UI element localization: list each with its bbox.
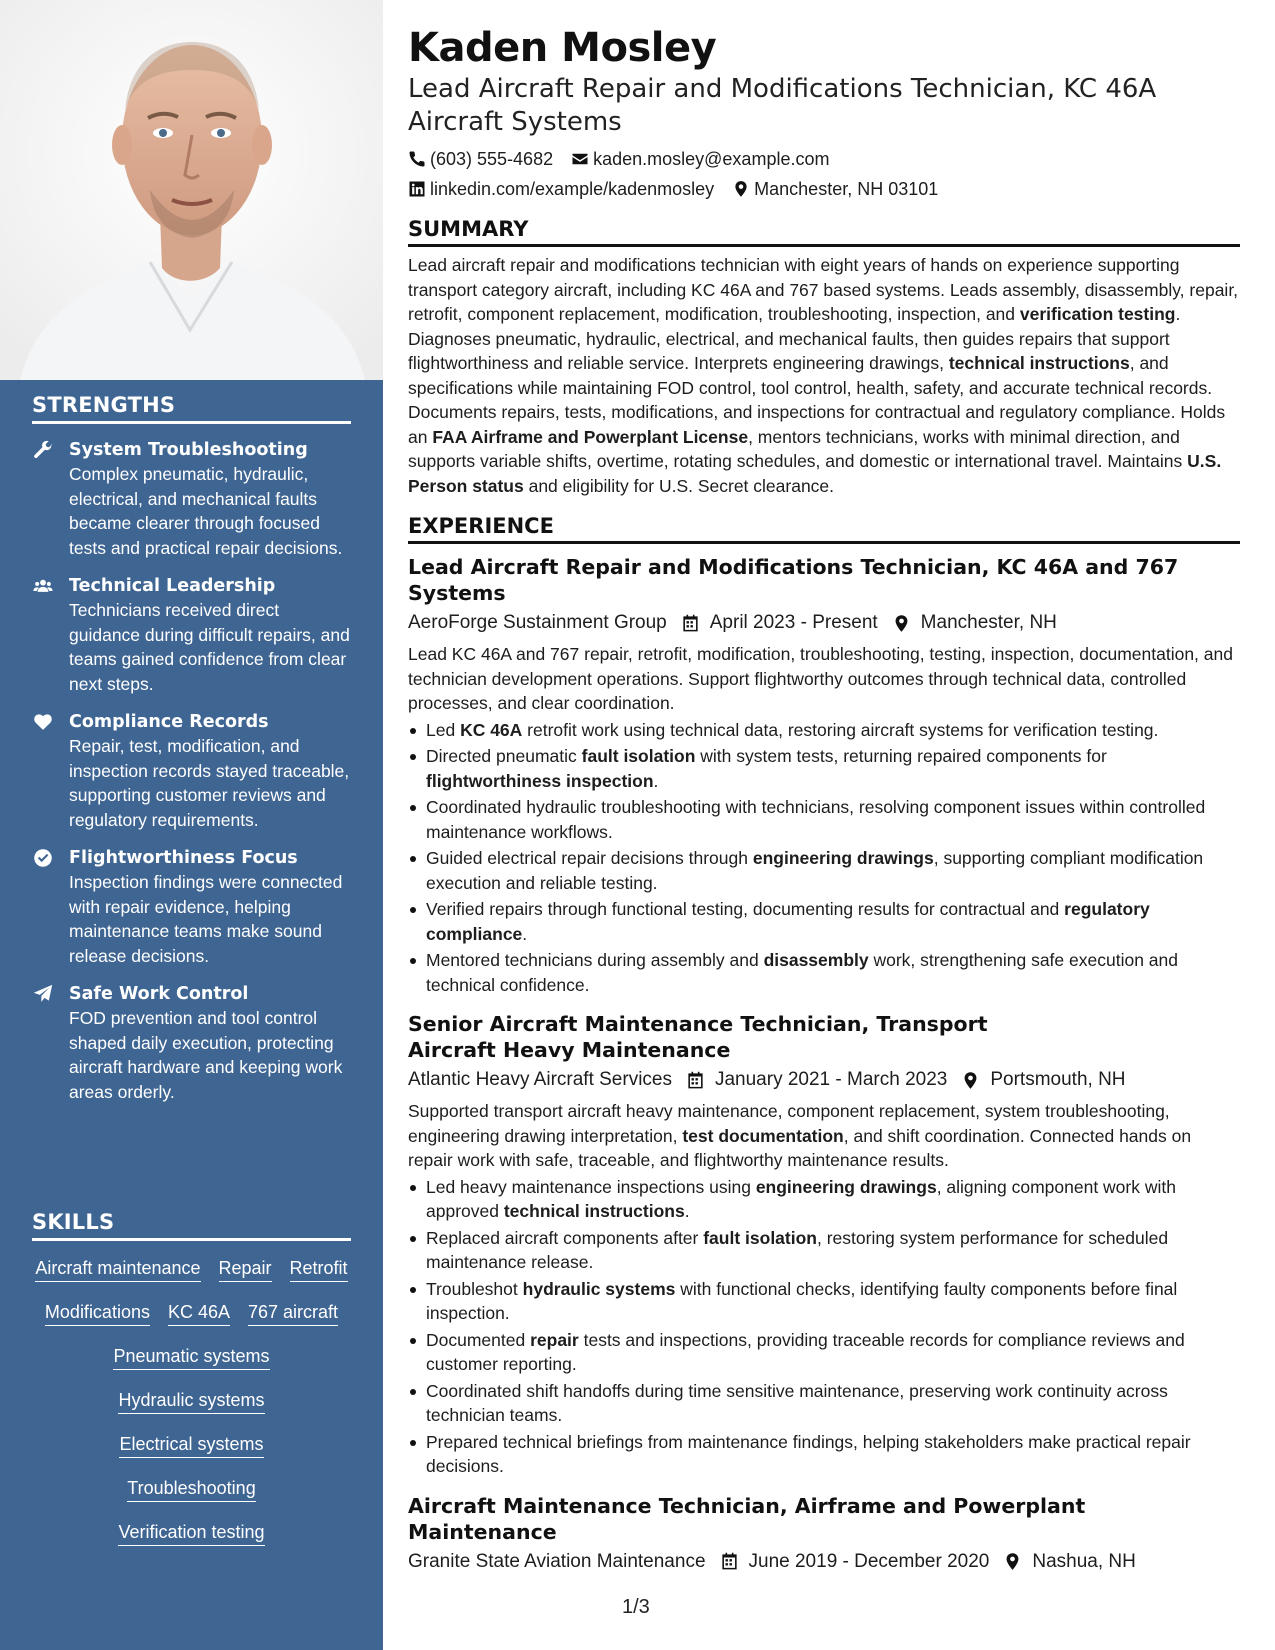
skill-tag: Modifications xyxy=(45,1301,150,1326)
job-entry xyxy=(408,554,1240,997)
skill-tag: Repair xyxy=(219,1257,272,1282)
skill-tag: Retrofit xyxy=(290,1257,348,1282)
bullet-item: Directed pneumatic fault isolation with system tests, returning repaired components for flightworthiness inspection. xyxy=(408,744,1240,793)
strength-title: Safe Work Control xyxy=(69,984,249,1004)
job-title: Senior Aircraft Maintenance Technician, Transport Aircraft Heavy Maintenance xyxy=(408,1012,988,1062)
skill-tag: Verification testing xyxy=(118,1521,264,1546)
wrench-icon xyxy=(33,438,55,560)
skills-heading: SKILLS xyxy=(32,1210,351,1241)
strength-desc: Technicians received direct guidance during difficult repairs, and teams gained confidence from clear next steps. xyxy=(69,600,350,694)
calendar-icon xyxy=(686,1071,705,1090)
strength-title: System Troubleshooting xyxy=(69,440,308,460)
bullet-item: Verified repairs through functional testing, documenting results for contractual and regulatory compliance. xyxy=(408,897,1240,946)
skill-tag: Electrical systems xyxy=(119,1433,263,1458)
job-entry xyxy=(408,1011,1240,1479)
job-dates: June 2019 - December 2020 xyxy=(748,1550,990,1572)
job-company: Atlantic Heavy Aircraft Services xyxy=(408,1069,672,1090)
location-contact xyxy=(732,177,938,201)
email-text: kaden.mosley@example.com xyxy=(593,149,830,169)
skill-tag: 767 aircraft xyxy=(248,1301,338,1326)
bullet-item: Prepared technical briefings from maintenance findings, helping stakeholders make practical repair decisions. xyxy=(408,1430,1240,1479)
linkedin-contact[interactable] xyxy=(408,177,714,201)
job-dates: January 2021 - March 2023 xyxy=(714,1069,948,1090)
skill-tag: KC 46A xyxy=(168,1301,230,1326)
phone-icon xyxy=(408,150,426,168)
main-content xyxy=(408,22,1240,1575)
email-contact[interactable] xyxy=(571,147,829,171)
calendar-icon xyxy=(681,614,700,633)
skill-tag: Aircraft maintenance xyxy=(35,1257,200,1282)
strength-item xyxy=(32,846,351,968)
strength-title: Compliance Records xyxy=(69,712,269,732)
envelope-icon xyxy=(571,150,589,168)
contact-row xyxy=(408,147,1240,171)
job-meta xyxy=(408,1067,1240,1093)
job-bullets xyxy=(408,1175,1240,1479)
strength-item xyxy=(32,438,351,560)
job-title: Aircraft Maintenance Technician, Airframe and Powerplant Maintenance xyxy=(408,1493,1086,1544)
bullet-item: Mentored technicians during assembly and disassembly work, strengthening safe execution and technical confidence. xyxy=(408,948,1240,997)
strength-item xyxy=(32,710,351,832)
map-pin-icon xyxy=(1003,1552,1022,1571)
linkedin-icon xyxy=(408,180,426,198)
skill-tag: Pneumatic systems xyxy=(113,1345,269,1370)
job-location: Nashua, NH xyxy=(1032,1550,1136,1572)
strength-item xyxy=(32,574,351,696)
phone-contact[interactable] xyxy=(408,147,553,171)
job-company: Granite State Aviation Maintenance xyxy=(408,1550,706,1572)
skills-section xyxy=(32,1210,351,1546)
candidate-headline: Lead Aircraft Repair and Modifications Technician, KC 46A Aircraft Systems xyxy=(408,74,1157,137)
skill-tag: Hydraulic systems xyxy=(118,1389,264,1414)
strength-item xyxy=(32,982,351,1104)
summary-heading: SUMMARY xyxy=(408,217,1240,247)
job-bullets xyxy=(408,718,1240,998)
skill-tag: Troubleshooting xyxy=(127,1477,255,1502)
strength-title: Flightworthiness Focus xyxy=(69,848,298,868)
job-entry xyxy=(408,1493,1240,1575)
job-company: AeroForge Sustainment Group xyxy=(408,612,667,633)
location-text: Manchester, NH 03101 xyxy=(754,179,939,199)
job-dates: April 2023 - Present xyxy=(709,612,878,633)
map-pin-icon xyxy=(961,1071,980,1090)
bullet-item: Led KC 46A retrofit work using technical data, restoring aircraft systems for verification testing. xyxy=(408,718,1240,743)
bullet-item: Coordinated hydraulic troubleshooting with technicians, resolving component issues within controlled maintenance workflows. xyxy=(408,795,1240,844)
contact-row-2 xyxy=(408,177,1240,201)
bullet-item: Led heavy maintenance inspections using engineering drawings, aligning component work with approved technical instructions. xyxy=(408,1175,1240,1224)
profile-photo xyxy=(0,0,383,380)
job-title: Lead Aircraft Repair and Modifications Technician, KC 46A and 767 Systems xyxy=(408,555,1179,605)
bullet-item: Coordinated shift handoffs during time sensitive maintenance, preserving work continuity across technician teams. xyxy=(408,1379,1240,1428)
strengths-heading: STRENGTHS xyxy=(32,393,351,424)
bullet-item: Guided electrical repair decisions through engineering drawings, supporting compliant modification execution and reliable testing. xyxy=(408,846,1240,895)
bullet-item: Documented repair tests and inspections, providing traceable records for compliance reviews and customer reporting. xyxy=(408,1328,1240,1377)
job-description: Lead KC 46A and 767 repair, retrofit, modification, troubleshooting, testing, inspection, documentation, and technician development operations. Support flightworthy outcomes through technical data, controlled processes, and clear coordination. xyxy=(408,644,1233,713)
summary-text: Lead aircraft repair and modifications technician with eight years of hands on experience supporting transport category aircraft, including KC 46A and 767 based systems. Leads assembly, disassembly, repair, retrofit, component replacement, modification, troubleshooting, inspection, and verification testing. Diagnoses pneumatic, hydraulic, electrical, and mechanical faults, then guides repairs that support flightworthiness and reliable service. Interprets engineering drawings, technical instructions, and specifications while maintaining FOD control, tool control, health, safety, and accurate technical records. Documents repairs, tests, modifications, and inspections for contractual and regulatory compliance. Holds an FAA Airframe and Powerplant License, mentors technicians, works with minimal direction, and supports variable shifts, overtime, rotating schedules, and domestic or international travel. Maintains U.S. Person status and eligibility for U.S. Secret clearance. xyxy=(408,255,1239,496)
bullet-item: Replaced aircraft components after fault isolation, restoring system performance for scheduled maintenance release. xyxy=(408,1226,1240,1275)
strength-desc: FOD prevention and tool control shaped daily execution, protecting aircraft hardware and keeping work areas orderly. xyxy=(69,1008,343,1102)
candidate-name: Kaden Mosley xyxy=(408,25,717,71)
job-location: Manchester, NH xyxy=(920,612,1057,633)
heart-icon xyxy=(33,710,55,832)
strength-desc: Complex pneumatic, hydraulic, electrical, and mechanical faults became clearer through focused tests and practical repair decisions. xyxy=(69,464,343,558)
job-meta xyxy=(408,1549,1240,1575)
job-description: Supported transport aircraft heavy maintenance, component replacement, system troubleshooting, engineering drawing interpretation, test documentation, and shift coordination. Connected hands on repair work with safe, traceable, and flightworthy maintenance results. xyxy=(408,1101,1192,1170)
bullet-item: Troubleshot hydraulic systems with functional checks, identifying faulty components before final inspection. xyxy=(408,1277,1240,1326)
experience-heading: EXPERIENCE xyxy=(408,514,1240,544)
strength-desc: Inspection findings were connected with repair evidence, helping maintenance teams make sound release decisions. xyxy=(69,872,343,966)
check-circle-icon xyxy=(33,846,55,968)
strength-title: Technical Leadership xyxy=(69,576,276,596)
paper-plane-icon xyxy=(33,982,55,1104)
sidebar xyxy=(0,0,383,1650)
page-number: 1/3 xyxy=(622,1596,650,1618)
phone-text: (603) 555-4682 xyxy=(430,149,554,169)
job-meta xyxy=(408,610,1240,636)
linkedin-text: linkedin.com/example/kadenmosley xyxy=(430,179,715,199)
map-pin-icon xyxy=(732,180,750,198)
skills-list xyxy=(32,1257,351,1546)
job-location: Portsmouth, NH xyxy=(990,1069,1126,1090)
calendar-icon xyxy=(720,1552,739,1571)
strength-desc: Repair, test, modification, and inspection records stayed traceable, supporting customer reviews and regulatory requirements. xyxy=(69,736,350,830)
map-pin-icon xyxy=(892,614,911,633)
users-icon xyxy=(33,574,55,696)
strengths-section xyxy=(32,393,351,1104)
